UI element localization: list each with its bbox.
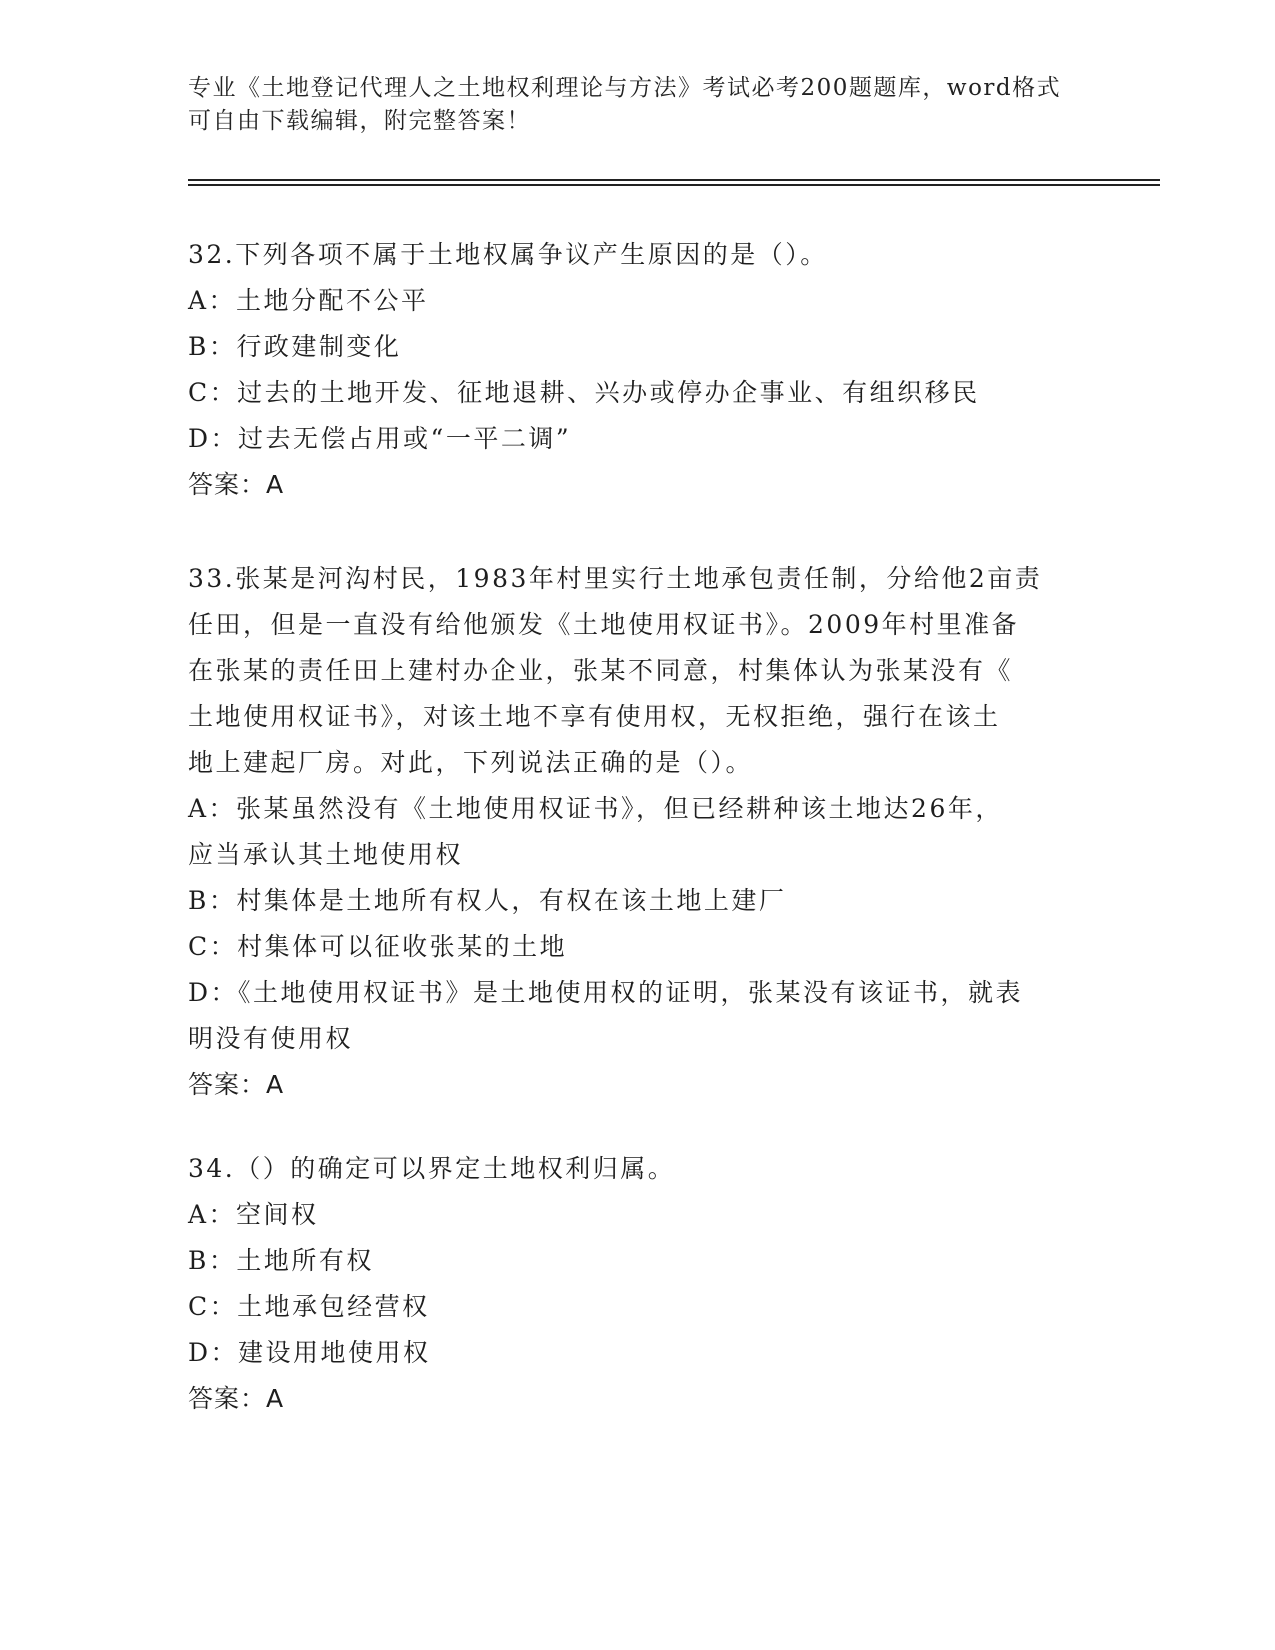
- header-divider-top: [188, 179, 1160, 181]
- question-stem: 34.（）的确定可以界定土地权利归属。: [188, 1154, 676, 1183]
- question-stem: 32.下列各项不属于土地权属争议产生原因的是（）。: [188, 240, 828, 269]
- option-b: B：村集体是土地所有权人，有权在该土地上建厂: [188, 886, 787, 915]
- question-stem-line-1: 33.张某是河沟村民，1983年村里实行土地承包责任制，分给他2亩责: [188, 564, 1043, 593]
- option-b: B：行政建制变化: [188, 332, 402, 361]
- option-d-line-2: 明没有使用权: [188, 1024, 354, 1053]
- option-d: D：过去无偿占用或“一平二调”: [188, 424, 572, 453]
- answer: 答案：A: [188, 1384, 285, 1413]
- option-b: B：土地所有权: [188, 1246, 374, 1275]
- question-stem-line-3: 在张某的责任田上建村办企业，张某不同意，村集体认为张某没有《: [188, 656, 1014, 685]
- option-d-line-1: D：《土地使用权证书》是土地使用权的证明，张某没有该证书，就表: [188, 978, 1024, 1007]
- question-32: [188, 232, 1088, 508]
- option-a: A：空间权: [188, 1200, 319, 1229]
- option-c: C：土地承包经营权: [188, 1292, 430, 1321]
- header-line-2: 可自由下载编辑，附完整答案！: [188, 108, 531, 134]
- answer: 答案：A: [188, 1070, 285, 1099]
- option-c: C：村集体可以征收张某的土地: [188, 932, 568, 961]
- question-stem-line-2: 任田，但是一直没有给他颁发《土地使用权证书》。2009年村里准备: [188, 610, 1020, 639]
- answer: 答案：A: [188, 470, 285, 499]
- option-a-line-1: A：张某虽然没有《土地使用权证书》，但已经耕种该土地达26年，: [188, 794, 1003, 823]
- header-divider-bottom: [188, 184, 1160, 186]
- option-a-line-2: 应当承认其土地使用权: [188, 840, 464, 869]
- question-33: [188, 556, 1088, 1108]
- question-34: [188, 1146, 1088, 1422]
- question-stem-line-5: 地上建起厂房。对此，下列说法正确的是（）。: [188, 748, 754, 777]
- question-stem-line-4: 土地使用权证书》，对该土地不享有使用权，无权拒绝，强行在该土: [188, 702, 1001, 731]
- option-a: A：土地分配不公平: [188, 286, 429, 315]
- header-line-1: 专业《土地登记代理人之土地权利理论与方法》考试必考200题题库，word格式: [188, 75, 1062, 101]
- option-d: D：建设用地使用权: [188, 1338, 431, 1367]
- document-header: [188, 72, 1068, 138]
- option-c: C：过去的土地开发、征地退耕、兴办或停办企事业、有组织移民: [188, 378, 980, 407]
